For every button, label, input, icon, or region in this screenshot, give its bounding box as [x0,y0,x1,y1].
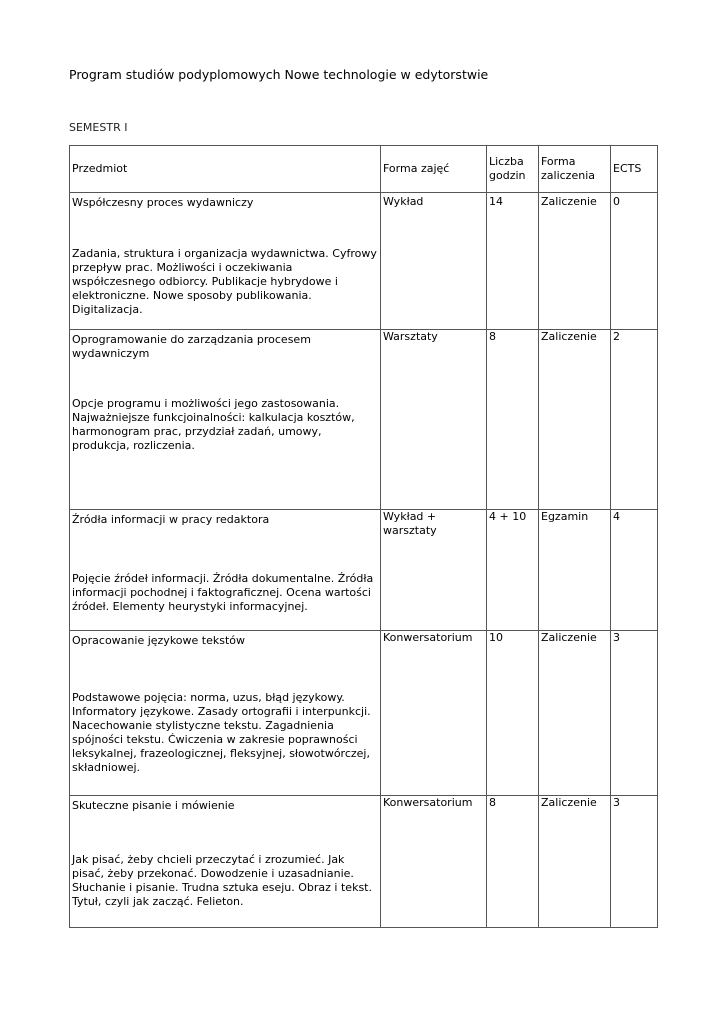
hours-cell: 14 [487,193,539,330]
ects-cell: 3 [611,631,658,796]
semester-label: SEMESTR I [69,121,128,134]
subject-cell [70,193,381,330]
ects-cell: 0 [611,193,658,330]
assessment-cell: Zaliczenie [539,193,611,330]
table-row [70,510,658,631]
subject-cell [70,510,381,631]
header-assessment: Forma zaliczenia [539,146,611,193]
subject-title: Źródła informacji w pracy redaktora [72,513,270,526]
assessment-cell: Zaliczenie [539,330,611,510]
subject-description: Pojęcie źródeł informacji. Źródła dokumentalne. Źródła informacji pochodnej i faktograficznej. Ocena wartości źródeł. Elementy heurystyki informacyjnej. [72,572,374,613]
ects-cell: 2 [611,330,658,510]
hours-cell: 10 [487,631,539,796]
subject-cell [70,330,381,510]
table-row [70,796,658,928]
subject-description: Zadania, struktura i organizacja wydawnictwa. Cyfrowy przepływ prac. Możliwości i oczekiwania współczesnego odbiorcy. Publikacje hybrydowe i elektroniczne. Nowe sposoby publikowania. Digitalizacja. [72,247,377,316]
hours-cell: 4 + 10 [487,510,539,631]
header-subject: Przedmiot [70,146,381,193]
form-cell: Wykład + warsztaty [381,510,487,631]
subject-description: Opcje programu i możliwości jego zastosowania. Najważniejsze funkcjoinalności: kalkulacja kosztów, harmonogram prac, przydział zadań, umowy, produkcja, rozliczenia. [72,397,355,452]
assessment-cell: Egzamin [539,510,611,631]
subject-cell [70,631,381,796]
hours-cell: 8 [487,796,539,928]
subject-title: Opracowanie językowe tekstów [72,634,246,647]
form-cell: Konwersatorium [381,631,487,796]
form-cell: Wykład [381,193,487,330]
ects-cell: 4 [611,510,658,631]
document-title: Program studiów podyplomowych Nowe technologie w edytorstwie [69,67,489,82]
form-cell: Konwersatorium [381,796,487,928]
hours-cell: 8 [487,330,539,510]
header-ects: ECTS [611,146,658,193]
assessment-cell: Zaliczenie [539,631,611,796]
table-row [70,631,658,796]
subject-title: Oprogramowanie do zarządzania procesem wydawniczym [72,333,311,360]
table-row [70,193,658,330]
table-row [70,330,658,510]
header-hours: Liczba godzin [487,146,539,193]
ects-cell: 3 [611,796,658,928]
program-table [69,145,658,928]
table-header-row [70,146,658,193]
subject-description: Jak pisać, żeby chcieli przeczytać i zrozumieć. Jak pisać, żeby przekonać. Dowodzenie i uzasadnianie. Słuchanie i pisanie. Trudna sztuka eseju. Obraz i tekst. Tytuł, czyli jak zacząć. Felieton. [72,853,372,908]
subject-title: Skuteczne pisanie i mówienie [72,799,235,812]
assessment-cell: Zaliczenie [539,796,611,928]
subject-cell [70,796,381,928]
form-cell: Warsztaty [381,330,487,510]
subject-description: Podstawowe pojęcia: norma, uzus, błąd językowy. Informatory językowe. Zasady ortografii i interpunkcji. Nacechowanie stylistyczne tekstu. Zagadnienia spójności tekstu. Ćwiczenia w zakresie poprawności leksykalnej, frazeologicznej, fleksyjnej, słowotwórczej, składniowej. [72,691,371,774]
subject-title: Współczesny proces wydawniczy [72,196,254,209]
header-form: Forma zajęć [381,146,487,193]
